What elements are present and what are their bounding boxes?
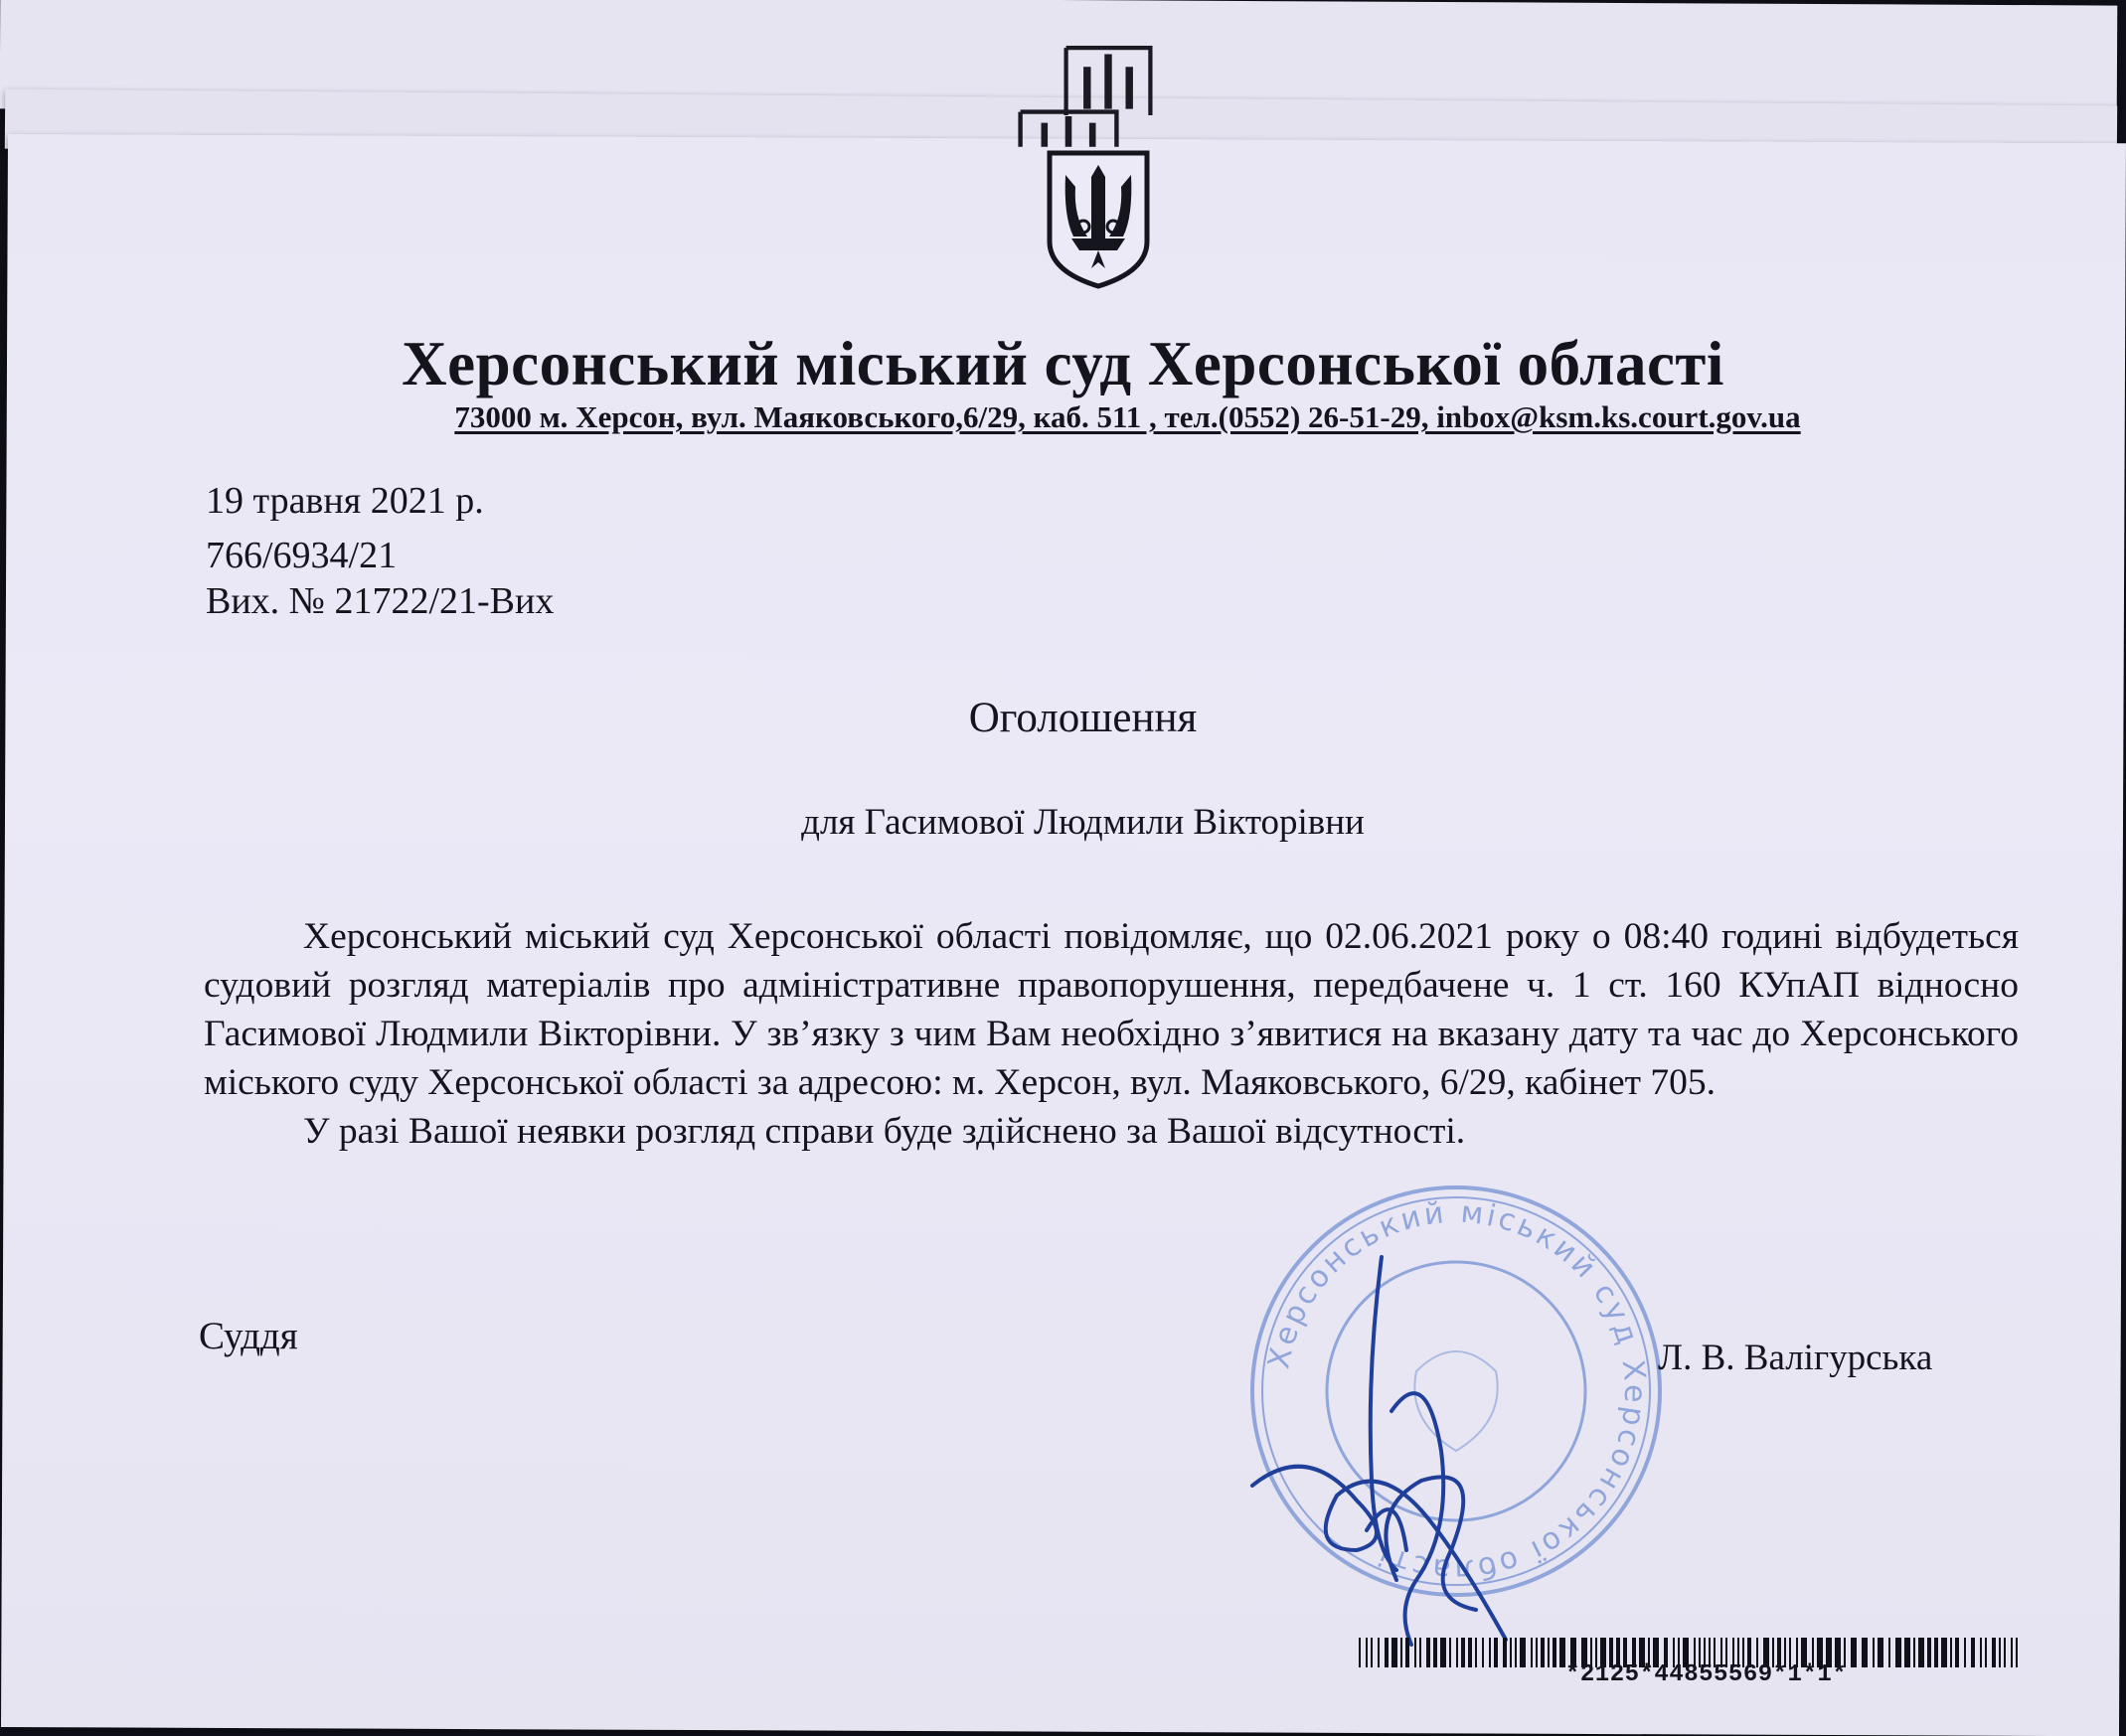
- stamp-text: Херсонський міський суд Херсонської області: [1261, 1194, 1653, 1588]
- barcode-bar: [1873, 1638, 1875, 1667]
- barcode-bar: [1440, 1638, 1446, 1667]
- trident-crest-icon: [1014, 107, 1123, 147]
- trident-crest-icon: [1056, 46, 1161, 115]
- barcode-bar: [1426, 1638, 1430, 1667]
- outgoing-number: Вих. № 21722/21-Вих: [206, 580, 555, 622]
- trident-crest-icon: [1044, 147, 1153, 291]
- barcode-bar: [1449, 1638, 1451, 1667]
- barcode-bar: [1927, 1638, 1931, 1667]
- barcode-bar: [1941, 1638, 1947, 1667]
- barcode-bar: [1918, 1638, 1924, 1667]
- barcode-bar: [1964, 1638, 1966, 1667]
- barcode-bar: [1520, 1638, 1526, 1667]
- barcode-bar: [1541, 1638, 1545, 1667]
- barcode-bar: [1359, 1638, 1361, 1667]
- barcode-bar: [1405, 1638, 1409, 1667]
- signature-icon: [1247, 1252, 1546, 1650]
- case-number: 766/6934/21: [206, 535, 398, 576]
- barcode-bar: [1468, 1638, 1472, 1667]
- barcode-bar: [1414, 1638, 1416, 1667]
- court-name: Херсонський міський суд Херсонської області: [402, 329, 1724, 398]
- barcode-bar: [2004, 1638, 2006, 1667]
- barcode-bar: [1510, 1638, 1512, 1667]
- barcode-number: *2125*44855569*1*1*: [1565, 1661, 1848, 1688]
- barcode-bar: [2011, 1638, 2013, 1667]
- barcode-bar: [1950, 1638, 1952, 1667]
- barcode-bar: [1862, 1638, 1868, 1667]
- barcode-bar: [1980, 1638, 1982, 1667]
- barcode-bar: [1934, 1638, 1938, 1667]
- barcode-bar: [1878, 1638, 1883, 1667]
- barcode-bar: [1971, 1638, 1975, 1667]
- barcode-bar: [1391, 1638, 1397, 1667]
- barcode-bar: [1548, 1638, 1550, 1667]
- barcode-bar: [1851, 1638, 1857, 1667]
- barcode-bar: [1400, 1638, 1402, 1667]
- barcode-bar: [1456, 1638, 1458, 1667]
- barcode-bar: [1955, 1638, 1959, 1667]
- barcode-bar: [1461, 1638, 1465, 1667]
- barcode-bar: [1482, 1638, 1484, 1667]
- barcode-bar: [1475, 1638, 1477, 1667]
- barcode-bar: [1999, 1638, 2001, 1667]
- judge-title: Суддя: [199, 1315, 298, 1357]
- barcode-bar: [1531, 1638, 1533, 1667]
- judge-name: Л. В. Валігурська: [1658, 1338, 1933, 1378]
- barcode-bar: [1494, 1638, 1498, 1667]
- barcode-bar: [1378, 1638, 1380, 1667]
- barcode-bar: [1419, 1638, 1421, 1667]
- barcode-bar: [1992, 1638, 1996, 1667]
- barcode-bar: [1503, 1638, 1507, 1667]
- barcode-bar: [1553, 1638, 1556, 1667]
- barcode-bar: [1536, 1638, 1538, 1667]
- addressee: для Гасимової Людмили Вікторівни: [801, 802, 1365, 843]
- barcode-bar: [1888, 1638, 1890, 1667]
- body-paragraph: У разі Вашої неявки розгляд справи буде здійснено за Вашої відсутності.: [303, 1111, 1466, 1152]
- barcode-bar: [1385, 1638, 1389, 1667]
- barcode-bar: [1489, 1638, 1491, 1667]
- barcode-bar: [1913, 1638, 1915, 1667]
- court-address: 73000 м. Херсон, вул. Маяковського,6/29, каб. 511 , тел.(0552) 26-51-29, inbox@ksm.ks.court.gov.ua: [454, 399, 1801, 434]
- document-date: 19 травня 2021 р.: [206, 480, 484, 522]
- barcode-bar: [2016, 1638, 2018, 1667]
- barcode-bar: [1904, 1638, 1910, 1667]
- barcode-bar: [1895, 1638, 1901, 1667]
- barcode-bar: [1515, 1638, 1517, 1667]
- barcode-bar: [1371, 1638, 1373, 1667]
- document-heading: Оголошення: [968, 695, 1198, 741]
- barcode-bar: [1433, 1638, 1437, 1667]
- barcode-bar: [1366, 1638, 1368, 1667]
- barcode-bar: [1985, 1638, 1987, 1667]
- notice-body: [204, 912, 2019, 1156]
- body-paragraph: Херсонський міський суд Херсонської області повідомляє, що 02.06.2021 року о 08:40 годині відбудеться судовий розгляд матеріалів про адміністративне правопорушення, передбачене ч. 1 ст. 160 КУпАП відносно Гасимової Людмили Вікторівни. У зв’язку з чим Вам необхідно з’явитися на вказану дату та час до Херсонського міського суду Херсонської області за адресою: м. Херсон, вул. Маяковського, 6/29, кабінет 705.: [204, 916, 2019, 1103]
